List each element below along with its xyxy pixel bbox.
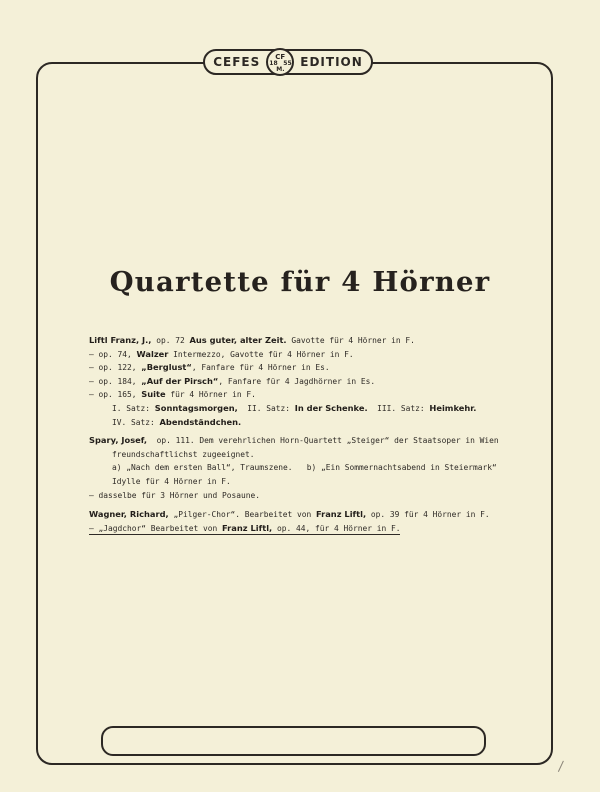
list-item: — op. 165, Suite für 4 Hörner in F. (89, 389, 256, 400)
pencil-mark (558, 761, 571, 776)
list-item: — op. 74, Walzer Intermezzo, Gavotte für 4 Hörner in F. (89, 348, 354, 359)
page-title: Quartette für 4 Hörner (109, 266, 491, 298)
logo-seal-icon (266, 48, 294, 76)
footer-box (101, 726, 486, 756)
catalogue-list (89, 334, 529, 535)
list-item: — dasselbe für 3 Hörner und Posaune. (89, 490, 261, 500)
list-item: I. Satz: Sonntagsmorgen, II. Satz: In der Schenke. III. Satz: Heimkehr. (112, 402, 477, 413)
list-item: Spary, Josef, op. 111. Dem verehrlichen Horn-Quartett „Steiger“ der Staatsoper in Wien (89, 435, 499, 446)
list-item: — op. 184, „Auf der Pirsch“, Fanfare für 4 Jagdhörner in Es. (89, 375, 376, 386)
list-item: freundschaftlichst zugeeignet. (112, 449, 255, 459)
publisher-logo (206, 48, 370, 76)
logo-pill (203, 49, 373, 75)
list-item: Liftl Franz, J., op. 72 Aus guter, alter Zeit. Gavotte für 4 Hörner in F. (89, 335, 415, 345)
seal-right: 55 (283, 60, 292, 67)
list-item: — op. 122, „Berglust“, Fanfare für 4 Hörner in Es. (89, 362, 330, 373)
logo-right-word: EDITION (300, 55, 363, 69)
list-item: Idylle für 4 Hörner in F. (112, 476, 231, 486)
seal-top: CF (275, 53, 286, 61)
underlined-entry: — „Jagdchor“ Bearbeitet von Franz Liftl, op. 44, für 4 Hörner in F. (89, 522, 401, 533)
logo-left-word: CEFES (213, 55, 261, 69)
seal-bottom: M. (276, 66, 285, 73)
list-item: IV. Satz: Abendständchen. (112, 416, 242, 427)
list-item: a) „Nach dem ersten Ball“, Traumszene. b) „Ein Sommernachtsabend in Steiermark“ (112, 463, 497, 473)
list-item (89, 522, 529, 536)
list-item: Wagner, Richard, „Pilger-Chor“. Bearbeitet von Franz Liftl, op. 39 für 4 Hörner in F. (89, 509, 490, 520)
seal-left: 18 (269, 60, 278, 67)
